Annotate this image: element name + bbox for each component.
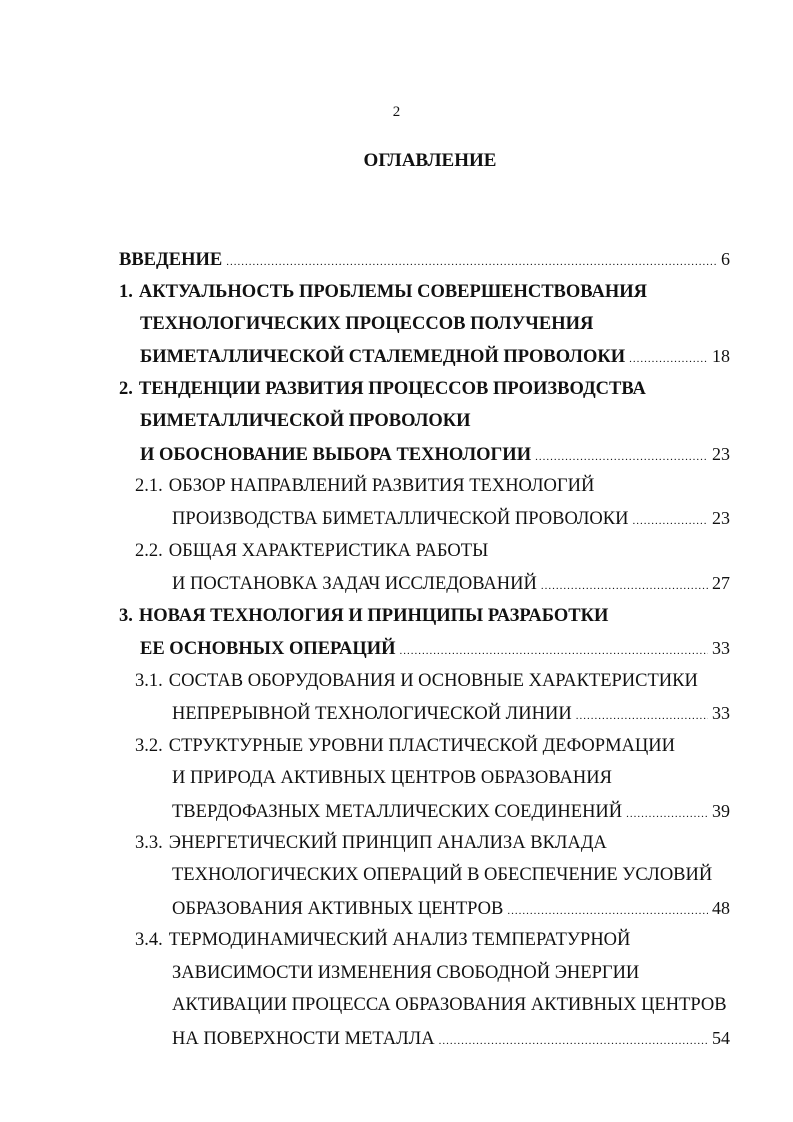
toc-entry-line[interactable] xyxy=(172,1025,730,1051)
toc-entry-line[interactable] xyxy=(172,570,730,596)
dot-leader xyxy=(626,801,708,827)
toc-entry-title: ТЕРМОДИНАМИЧЕСКИЙ АНАЛИЗ ТЕМПЕРАТУРНОЙ xyxy=(168,930,631,950)
toc-entry-title: ОБРАЗОВАНИЯ АКТИВНЫХ ЦЕНТРОВ xyxy=(172,899,504,919)
toc-entry-title: ЭНЕРГЕТИЧЕСКИЙ ПРИНЦИП АНАЛИЗА ВКЛАДА xyxy=(168,833,607,853)
toc-entry-title: БИМЕТАЛЛИЧЕСКОЙ СТАЛЕМЕДНОЙ ПРОВОЛОКИ xyxy=(140,347,626,367)
toc-entry-line xyxy=(172,862,712,888)
dot-leader xyxy=(400,638,708,664)
toc-entry-number: 2. xyxy=(119,379,133,399)
toc-page-number: 48 xyxy=(712,898,730,918)
dot-leader xyxy=(535,444,708,470)
toc-entry-number: 3.1. xyxy=(135,671,163,691)
toc-entry-number: 1. xyxy=(119,282,133,302)
toc-entry-title: БИМЕТАЛЛИЧЕСКОЙ ПРОВОЛОКИ xyxy=(140,411,471,431)
toc-entry-line xyxy=(119,279,647,305)
toc-entry-line xyxy=(119,376,646,402)
toc-page-number: 23 xyxy=(712,444,730,464)
toc-entry-line[interactable] xyxy=(172,798,730,824)
toc-entry-number: 3.4. xyxy=(135,930,163,950)
toc-entry-line xyxy=(135,538,488,564)
toc-entry-line xyxy=(135,927,630,953)
toc-entry-title: ОБЩАЯ ХАРАКТЕРИСТИКА РАБОТЫ xyxy=(168,541,489,561)
toc-page-number: 54 xyxy=(712,1028,730,1048)
toc-entry-line[interactable] xyxy=(172,895,730,921)
toc-entry-line xyxy=(172,765,612,791)
dot-leader xyxy=(629,346,708,372)
toc-entry-title: ПРОИЗВОДСТВА БИМЕТАЛЛИЧЕСКОЙ ПРОВОЛОКИ xyxy=(172,509,629,529)
toc-entry-title: АКТИВАЦИИ ПРОЦЕССА ОБРАЗОВАНИЯ АКТИВНЫХ ЦЕНТРОВ xyxy=(172,995,727,1015)
toc-entry-number: 2.2. xyxy=(135,541,163,561)
toc-entry-line xyxy=(135,733,675,759)
page-number: 2 xyxy=(392,104,401,120)
toc-page-number: 33 xyxy=(712,638,730,658)
toc-entry-title: НОВАЯ ТЕХНОЛОГИЯ И ПРИНЦИПЫ РАЗРАБОТКИ xyxy=(138,606,609,626)
toc-entry-line[interactable] xyxy=(140,441,730,467)
toc-entry-number: 2.1. xyxy=(135,476,163,496)
dot-leader xyxy=(633,508,709,534)
dot-leader xyxy=(226,249,717,275)
toc-entry-line xyxy=(135,668,698,694)
toc-page-number: 18 xyxy=(712,346,730,366)
toc-entry-line xyxy=(140,311,593,337)
toc-page-number: 23 xyxy=(712,508,730,528)
toc-entry-title: АКТУАЛЬНОСТЬ ПРОБЛЕМЫ СОВЕРШЕНСТВОВАНИЯ xyxy=(138,282,647,302)
dot-leader xyxy=(507,898,708,924)
toc-entry-title: ЗАВИСИМОСТИ ИЗМЕНЕНИЯ СВОБОДНОЙ ЭНЕРГИИ xyxy=(172,963,640,983)
toc-entry-title: ТВЕРДОФАЗНЫХ МЕТАЛЛИЧЕСКИХ СОЕДИНЕНИЙ xyxy=(172,802,623,822)
toc-entry-title: СТРУКТУРНЫЕ УРОВНИ ПЛАСТИЧЕСКОЙ ДЕФОРМАЦИИ xyxy=(168,736,675,756)
toc-entry-line[interactable] xyxy=(140,635,730,661)
dot-leader xyxy=(576,703,708,729)
toc-entry-title: И ОБОСНОВАНИЕ ВЫБОРА ТЕХНОЛОГИИ xyxy=(140,445,532,465)
dot-leader xyxy=(439,1028,708,1054)
toc-entry-title: ВВЕДЕНИЕ xyxy=(119,250,223,270)
dot-leader xyxy=(541,573,708,599)
toc-entry-title: ТЕХНОЛОГИЧЕСКИХ ПРОЦЕССОВ ПОЛУЧЕНИЯ xyxy=(140,314,594,334)
toc-entry-line[interactable] xyxy=(119,246,730,272)
toc-page-number: 27 xyxy=(712,573,730,593)
toc-entry-line[interactable] xyxy=(140,343,730,369)
toc-entry-title: НЕПРЕРЫВНОЙ ТЕХНОЛОГИЧЕСКОЙ ЛИНИИ xyxy=(172,704,572,724)
toc-entry-title: ТЕНДЕНЦИИ РАЗВИТИЯ ПРОЦЕССОВ ПРОИЗВОДСТВА xyxy=(138,379,646,399)
toc-page-number: 6 xyxy=(721,249,730,269)
toc-entry-title: И ПОСТАНОВКА ЗАДАЧ ИССЛЕДОВАНИЙ xyxy=(172,574,537,594)
toc-entry-title: СОСТАВ ОБОРУДОВАНИЯ И ОСНОВНЫЕ ХАРАКТЕРИСТИКИ xyxy=(168,671,698,691)
toc-entry-number: 3.3. xyxy=(135,833,163,853)
toc-entry-number: 3.2. xyxy=(135,736,163,756)
toc-entry-line[interactable] xyxy=(172,505,730,531)
toc-page-number: 39 xyxy=(712,801,730,821)
toc-title: ОГЛАВЛЕНИЕ xyxy=(363,150,497,171)
toc-entry-line xyxy=(172,992,727,1018)
toc-entry-title: ОБЗОР НАПРАВЛЕНИЙ РАЗВИТИЯ ТЕХНОЛОГИЙ xyxy=(168,476,595,496)
toc-entry-line[interactable] xyxy=(172,700,730,726)
toc-entry-title: И ПРИРОДА АКТИВНЫХ ЦЕНТРОВ ОБРАЗОВАНИЯ xyxy=(172,768,612,788)
toc-entry-title: НА ПОВЕРХНОСТИ МЕТАЛЛА xyxy=(172,1029,435,1049)
toc-entry-number: 3. xyxy=(119,606,133,626)
toc-entry-line xyxy=(119,603,608,629)
toc-entry-title: ТЕХНОЛОГИЧЕСКИХ ОПЕРАЦИЙ В ОБЕСПЕЧЕНИЕ УСЛОВИЙ xyxy=(172,865,713,885)
toc-entry-line xyxy=(135,830,607,856)
toc-entry-title: ЕЕ ОСНОВНЫХ ОПЕРАЦИЙ xyxy=(140,639,396,659)
toc-entry-line xyxy=(135,473,594,499)
toc-entry-line xyxy=(140,408,471,434)
toc-page-number: 33 xyxy=(712,703,730,723)
toc-entry-line xyxy=(172,960,639,986)
